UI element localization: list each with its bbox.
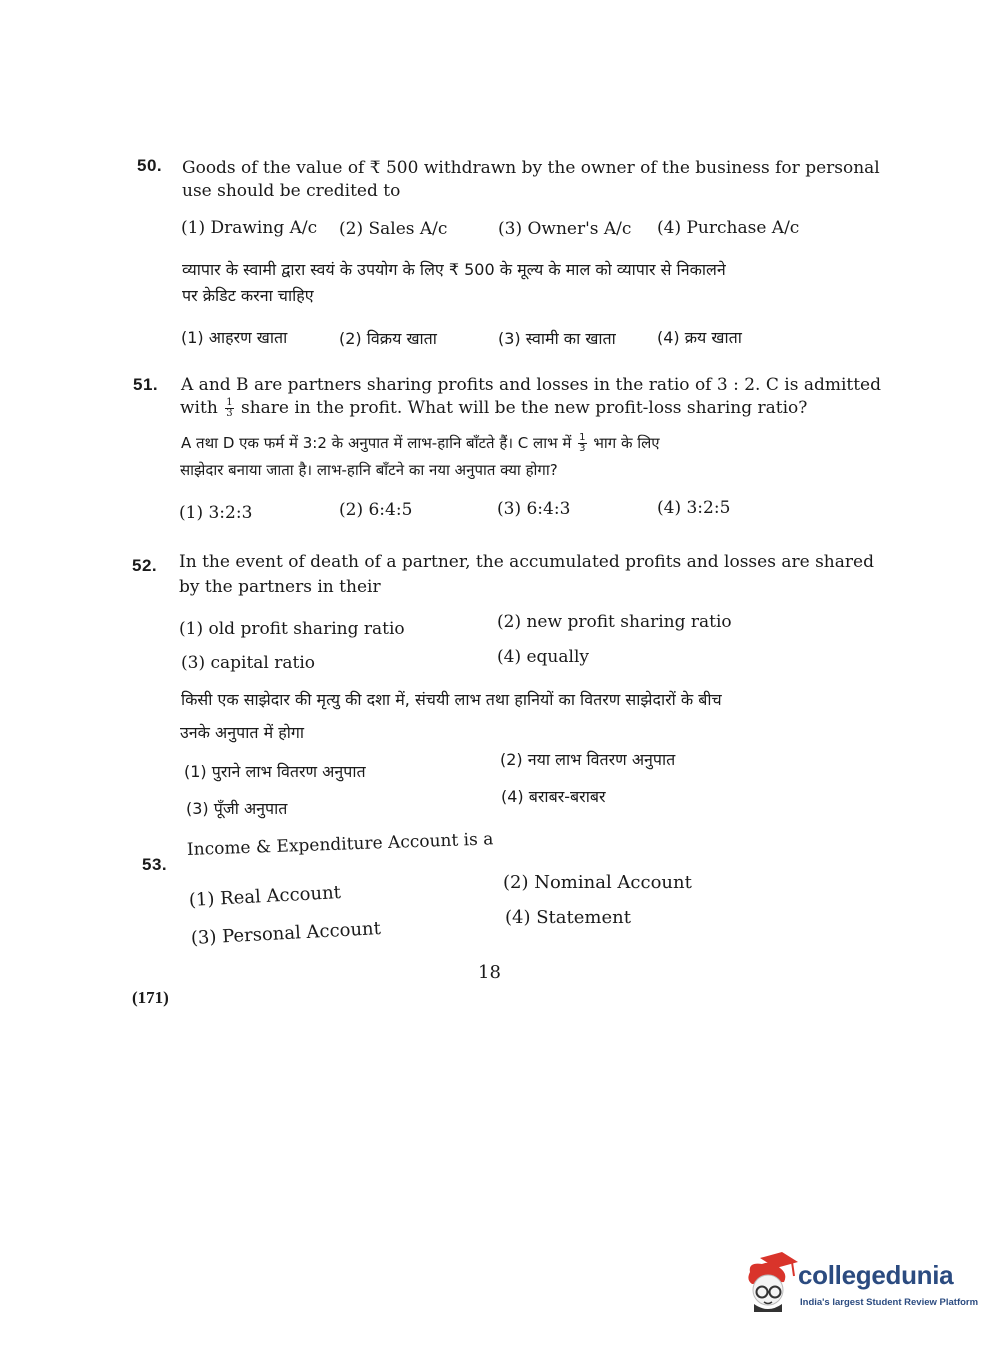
- option-1: (1) old profit sharing ratio: [179, 619, 405, 639]
- option-2: (2) 6:4:5: [339, 500, 413, 520]
- option-4: (4) equally: [497, 647, 589, 667]
- question-number: 52.: [132, 556, 158, 575]
- fraction-numerator: 1: [579, 432, 586, 443]
- option-2: (2) new profit sharing ratio: [497, 612, 732, 632]
- question-number: 53.: [142, 855, 168, 874]
- option-3: (3) 6:4:3: [497, 499, 571, 519]
- fraction-numerator: 1: [226, 397, 233, 408]
- question-text-line: Goods of the value of ₹ 500 withdrawn by the owner of the business for personal: [182, 158, 880, 178]
- fraction-denominator: 3: [226, 408, 233, 419]
- hindi-text-line: व्यापार के स्वामी द्वारा स्वयं के उपयोग के लिए ₹ 500 के मूल्य के माल को व्यापार से निकालने: [182, 260, 726, 279]
- question-text-line: Income & Expenditure Account is a: [186, 829, 494, 860]
- question-text: with: [180, 398, 218, 418]
- option-1: (1) Drawing A/c: [181, 218, 318, 238]
- fraction: [578, 433, 586, 454]
- option-2: (2) Sales A/c: [339, 219, 448, 239]
- question-text: share in the profit. What will be the new profit-loss sharing ratio?: [240, 398, 808, 418]
- option-2: (2) Nominal Account: [503, 872, 692, 893]
- question-text-line: A and B are partners sharing profits and losses in the ratio of 3 : 2. C is admitted: [181, 375, 882, 395]
- hindi-text-line: उनके अनुपात में होगा: [180, 723, 305, 742]
- question-text-line: In the event of death of a partner, the accumulated profits and losses are shared: [179, 552, 874, 572]
- question-text-line: by the partners in their: [179, 577, 381, 597]
- hindi-text-line: किसी एक साझेदार की मृत्यु की दशा में, संचयी लाभ तथा हानियों का वितरण साझेदारों के बीच: [181, 690, 722, 709]
- brand-tagline: India's largest Student Review Platform: [800, 1297, 979, 1308]
- fraction: [225, 398, 233, 419]
- page-number: 18: [478, 962, 501, 983]
- hindi-option-1: (1) आहरण खाता: [181, 328, 288, 347]
- question-number: 50.: [137, 156, 163, 175]
- option-3: (3) Personal Account: [190, 918, 382, 949]
- option-3: (3) Owner's A/c: [498, 219, 632, 239]
- option-4: (4) Purchase A/c: [657, 218, 800, 238]
- collegedunia-logo: [742, 1252, 979, 1320]
- fraction-denominator: 3: [579, 443, 586, 454]
- hindi-option-2: (2) विक्रय खाता: [339, 329, 437, 348]
- question-text-line: [180, 398, 807, 419]
- option-4: (4) Statement: [505, 907, 631, 928]
- option-1: (1) Real Account: [188, 882, 342, 911]
- hindi-option-2: (2) नया लाभ वितरण अनुपात: [500, 750, 676, 769]
- hindi-option-1: (1) पुराने लाभ वितरण अनुपात: [184, 762, 366, 781]
- question-text-line: use should be credited to: [182, 181, 401, 201]
- hindi-option-3: (3) पूँजी अनुपात: [186, 799, 288, 818]
- hindi-text: भाग के लिए: [593, 434, 660, 452]
- hindi-text-line: पर क्रेडिट करना चाहिए: [182, 286, 314, 305]
- question-number: 51.: [133, 375, 159, 394]
- paper-code: (171): [132, 988, 169, 1007]
- hindi-option-4: (4) बराबर-बराबर: [501, 787, 606, 806]
- hindi-option-3: (3) स्वामी का खाता: [498, 329, 616, 348]
- brand-name: collegedunia: [798, 1260, 954, 1290]
- hindi-text-line: साझेदार बनाया जाता है। लाभ-हानि बाँटने का नया अनुपात क्या होगा?: [180, 461, 558, 479]
- hindi-text-line: [181, 433, 660, 454]
- option-1: (1) 3:2:3: [179, 503, 253, 523]
- option-4: (4) 3:2:5: [657, 498, 731, 518]
- hindi-text: A तथा D एक फर्म में 3:2 के अनुपात में लाभ-हानि बाँटते हैं। C लाभ में: [181, 434, 572, 452]
- option-3: (3) capital ratio: [181, 653, 316, 673]
- hindi-option-4: (4) क्रय खाता: [657, 328, 742, 347]
- mascot-icon: [742, 1252, 798, 1314]
